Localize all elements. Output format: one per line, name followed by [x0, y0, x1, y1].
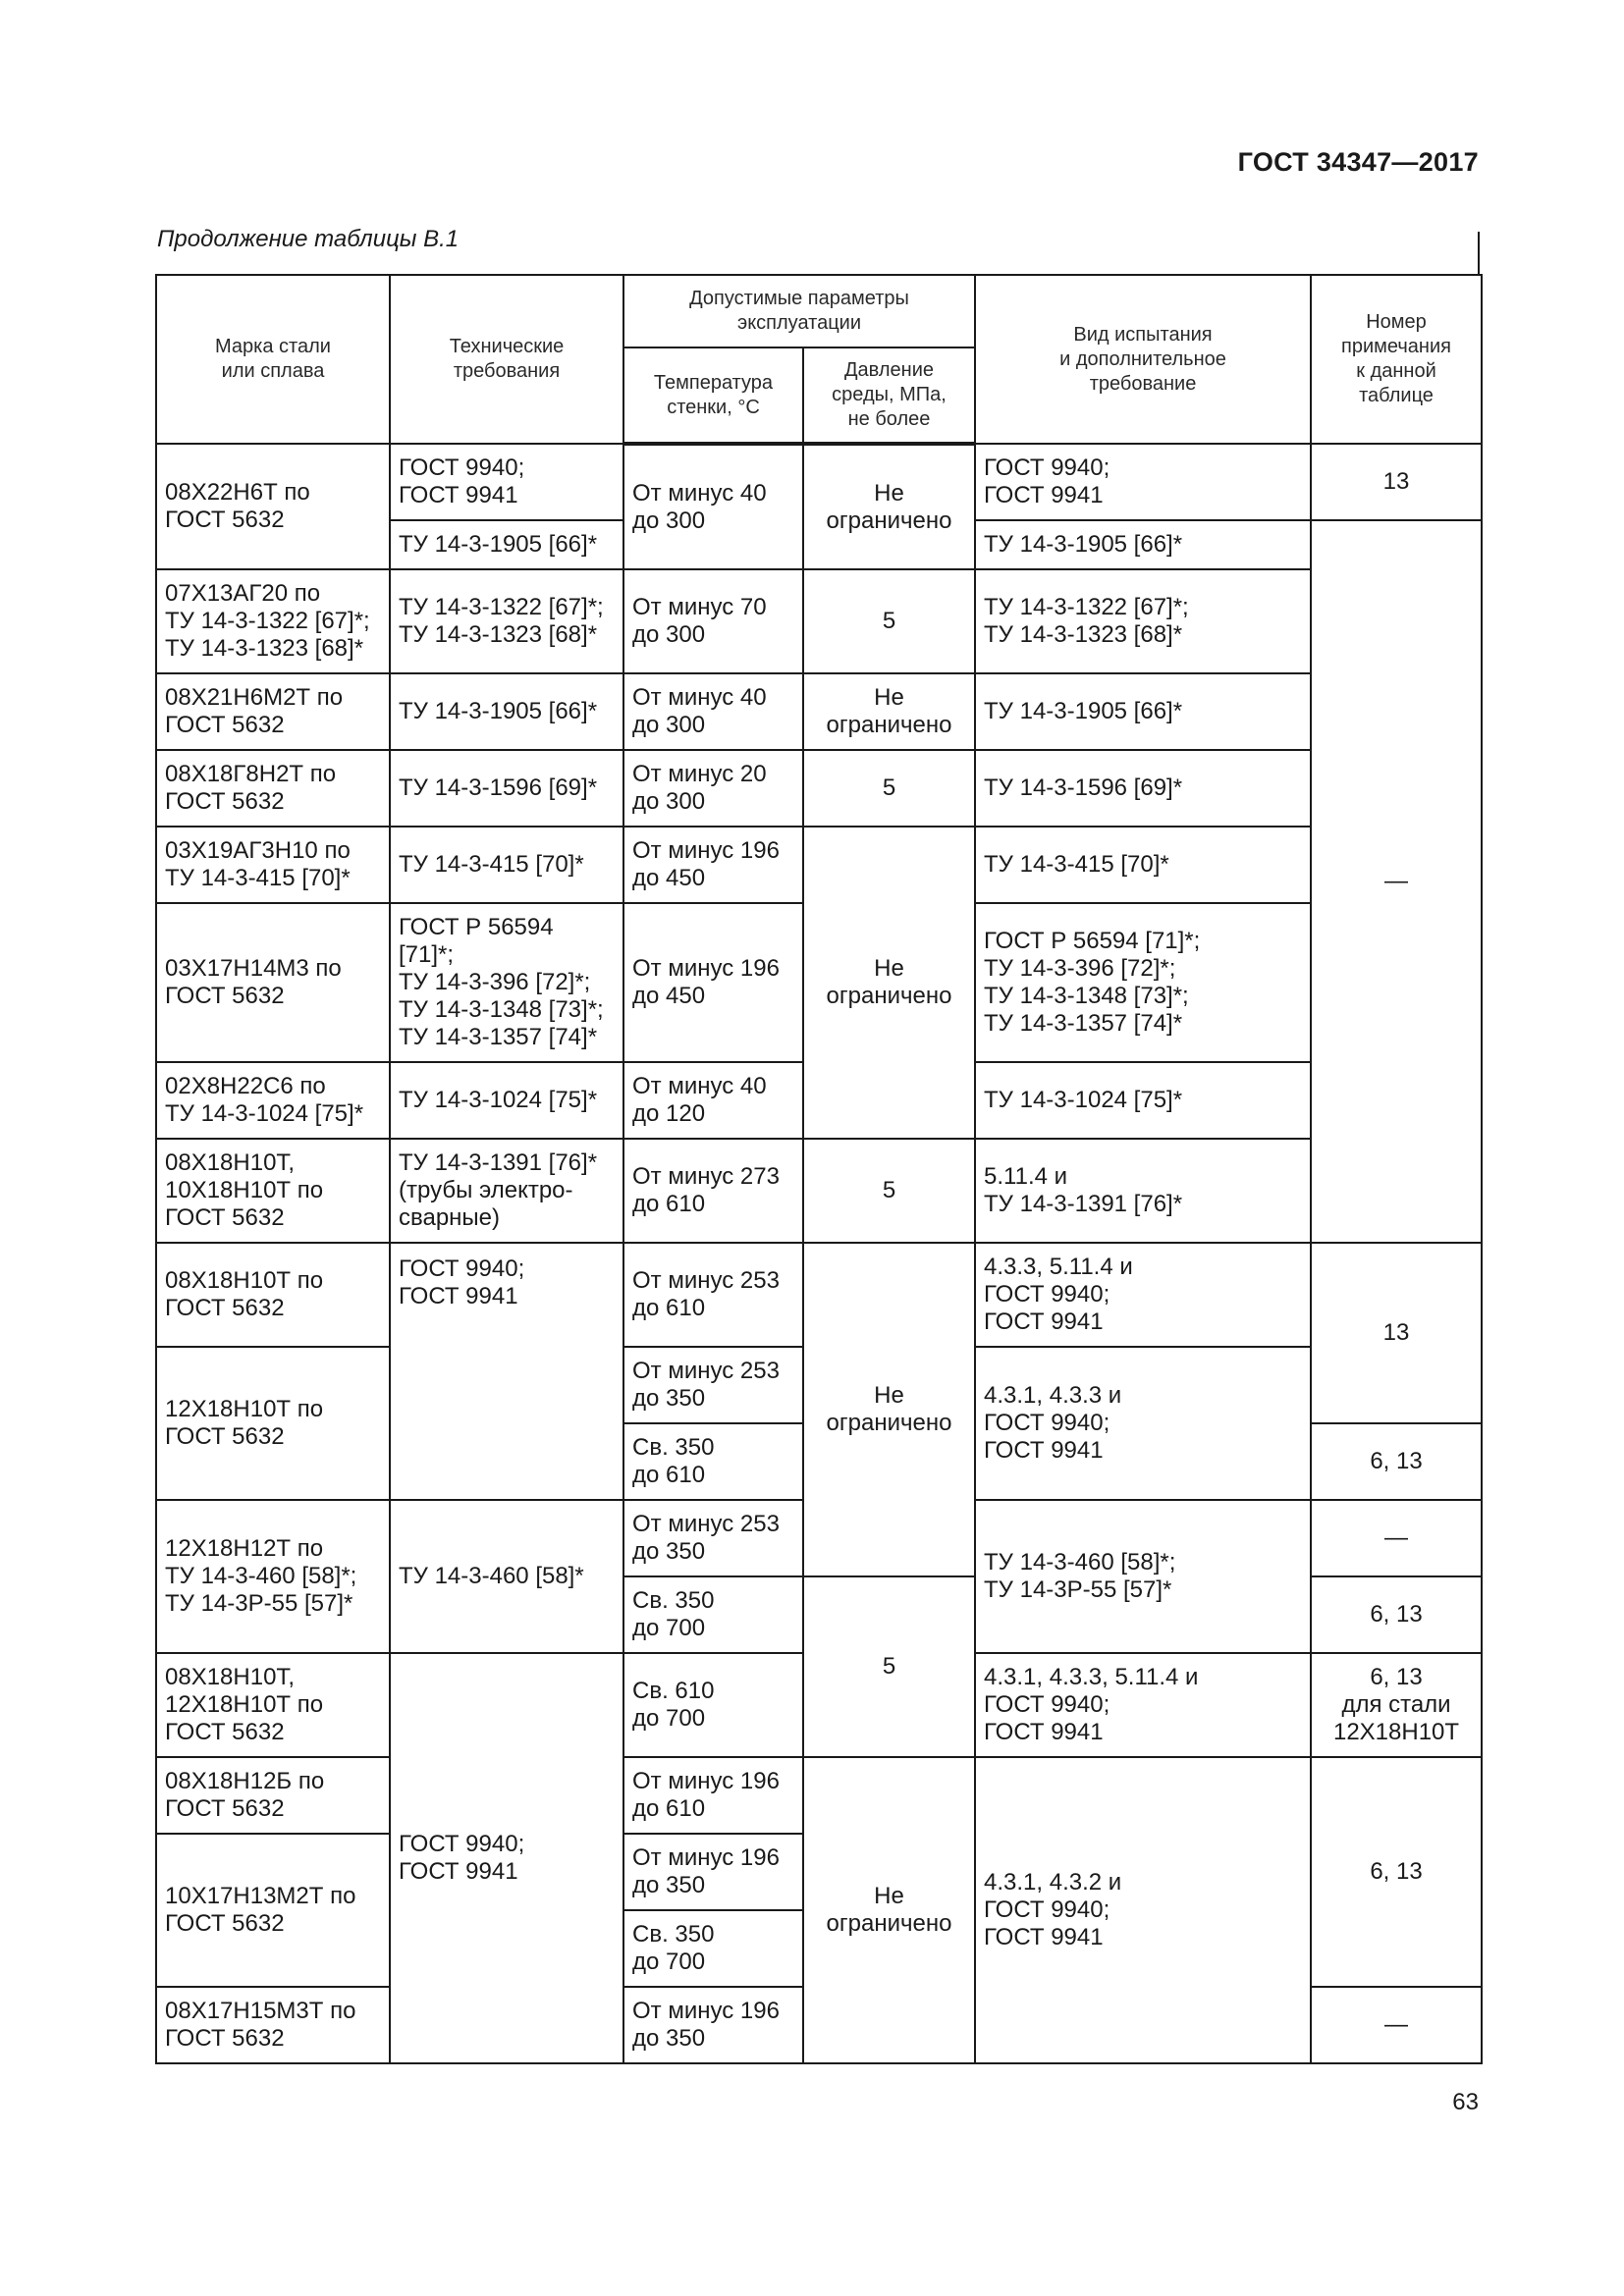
note-number-cell: — [1311, 1987, 1482, 2063]
grade-cell: 03Х19АГ3Н10 по ТУ 14-3-415 [70]* [156, 827, 390, 903]
test-type-cell: ГОСТ 9940; ГОСТ 9941 [975, 444, 1311, 520]
grade-cell: 08Х22Н6Т по ГОСТ 5632 [156, 444, 390, 569]
temperature-cell: От минус 20 до 300 [623, 750, 803, 827]
grade-cell: 12Х18Н12Т по ТУ 14-3-460 [58]*; ТУ 14-3Р-55 [57]* [156, 1500, 390, 1653]
grade-cell: 08Х17Н15М3Т по ГОСТ 5632 [156, 1987, 390, 2063]
pressure-cell: Не ограничено [803, 673, 975, 750]
note-number-cell: — [1311, 1500, 1482, 1576]
table-row [156, 1243, 1482, 1347]
temperature-cell: Св. 610 до 700 [623, 1653, 803, 1757]
table-row [156, 750, 1482, 827]
temperature-cell: Св. 350 до 610 [623, 1423, 803, 1500]
grade-cell: 08Х21Н6М2Т по ГОСТ 5632 [156, 673, 390, 750]
pressure-cell: 5 [803, 1576, 975, 1757]
table-row [156, 1757, 1482, 1834]
table-row [156, 569, 1482, 673]
grade-cell: 08Х18Г8Н2Т по ГОСТ 5632 [156, 750, 390, 827]
temperature-cell: От минус 253 до 610 [623, 1243, 803, 1347]
temperature-cell: Св. 350 до 700 [623, 1576, 803, 1653]
temperature-cell: От минус 196 до 610 [623, 1757, 803, 1834]
pressure-cell: Не ограничено [803, 827, 975, 1139]
pressure-cell: 5 [803, 750, 975, 827]
grade-cell: 10Х17Н13М2Т по ГОСТ 5632 [156, 1834, 390, 1987]
temperature-cell: Св. 350 до 700 [623, 1910, 803, 1987]
col-header-grade: Марка стали или сплава [156, 275, 390, 444]
note-number-cell: 6, 13 [1311, 1576, 1482, 1653]
table-row [156, 673, 1482, 750]
pressure-cell: Не ограничено [803, 1243, 975, 1576]
note-number-cell: 13 [1311, 1243, 1482, 1423]
table-continuation-caption: Продолжение таблицы В.1 [157, 226, 460, 252]
tech-requirements-cell: ГОСТ 9940; ГОСТ 9941 [390, 1653, 623, 2063]
tech-requirements-cell: ТУ 14-3-1024 [75]* [390, 1062, 623, 1139]
test-type-cell: 4.3.3, 5.11.4 и ГОСТ 9940; ГОСТ 9941 [975, 1243, 1311, 1347]
temperature-cell: От минус 40 до 300 [623, 673, 803, 750]
tech-requirements-cell: ГОСТ 9940; ГОСТ 9941 [390, 444, 623, 520]
temperature-cell: От минус 196 до 450 [623, 827, 803, 903]
temperature-cell: От минус 70 до 300 [623, 569, 803, 673]
table-row [156, 1139, 1482, 1243]
temperature-cell: От минус 196 до 350 [623, 1987, 803, 2063]
pressure-cell: Не ограничено [803, 444, 975, 569]
col-header-test-type: Вид испытания и дополнительное требование [975, 275, 1311, 444]
test-type-cell: 4.3.1, 4.3.2 и ГОСТ 9940; ГОСТ 9941 [975, 1757, 1311, 2063]
table-row [156, 827, 1482, 903]
tech-requirements-cell: ГОСТ 9940; ГОСТ 9941 [390, 1243, 623, 1500]
tech-requirements-cell: ГОСТ Р 56594 [71]*; ТУ 14-3-396 [72]*; ТУ 14-3-1348 [73]*; ТУ 14-3-1357 [74]* [390, 903, 623, 1062]
page-number: 63 [1452, 2089, 1479, 2115]
col-header-wall-temp: Температура стенки, °С [623, 347, 803, 444]
test-type-cell: ТУ 14-3-1322 [67]*; ТУ 14-3-1323 [68]* [975, 569, 1311, 673]
test-type-cell: ТУ 14-3-1024 [75]* [975, 1062, 1311, 1139]
pressure-cell: 5 [803, 569, 975, 673]
test-type-cell: 4.3.1, 4.3.3, 5.11.4 и ГОСТ 9940; ГОСТ 9941 [975, 1653, 1311, 1757]
grade-cell: 12Х18Н10Т по ГОСТ 5632 [156, 1347, 390, 1500]
temperature-cell: От минус 40 до 300 [623, 444, 803, 569]
test-type-cell: ТУ 14-3-460 [58]*; ТУ 14-3Р-55 [57]* [975, 1500, 1311, 1653]
note-number-cell: 13 [1311, 444, 1482, 520]
test-type-cell: ТУ 14-3-1905 [66]* [975, 520, 1311, 569]
tech-requirements-cell: ТУ 14-3-1905 [66]* [390, 673, 623, 750]
note-number-cell: 6, 13 для стали 12Х18Н10Т [1311, 1653, 1482, 1757]
temperature-cell: От минус 196 до 450 [623, 903, 803, 1062]
grade-cell: 07Х13АГ20 по ТУ 14-3-1322 [67]*; ТУ 14-3-1323 [68]* [156, 569, 390, 673]
test-type-cell: ГОСТ Р 56594 [71]*; ТУ 14-3-396 [72]*; ТУ 14-3-1348 [73]*; ТУ 14-3-1357 [74]* [975, 903, 1311, 1062]
table-header-row [156, 275, 1482, 347]
grade-cell: 03Х17Н14М3 по ГОСТ 5632 [156, 903, 390, 1062]
temperature-cell: От минус 273 до 610 [623, 1139, 803, 1243]
note-number-cell: 6, 13 [1311, 1423, 1482, 1500]
grade-cell: 08Х18Н10Т, 10Х18Н10Т по ГОСТ 5632 [156, 1139, 390, 1243]
col-header-tech-requirements: Технические требования [390, 275, 623, 444]
tech-requirements-cell: ТУ 14-3-415 [70]* [390, 827, 623, 903]
col-header-note-number: Номер примечания к данной таблице [1311, 275, 1482, 444]
note-number-cell: 6, 13 [1311, 1757, 1482, 1987]
col-header-operating-params: Допустимые параметры эксплуатации [623, 275, 975, 347]
tech-requirements-cell: ТУ 14-3-1391 [76]* (трубы электро- сварные) [390, 1139, 623, 1243]
pressure-cell: Не ограничено [803, 1757, 975, 2063]
grade-cell: 08Х18Н12Б по ГОСТ 5632 [156, 1757, 390, 1834]
test-type-cell: 4.3.1, 4.3.3 и ГОСТ 9940; ГОСТ 9941 [975, 1347, 1311, 1500]
note-number-cell: — [1311, 520, 1482, 1243]
grade-cell: 08Х18Н10Т по ГОСТ 5632 [156, 1243, 390, 1347]
tech-requirements-cell: ТУ 14-3-460 [58]* [390, 1500, 623, 1653]
tech-requirements-cell: ТУ 14-3-1596 [69]* [390, 750, 623, 827]
table-row [156, 444, 1482, 520]
test-type-cell: ТУ 14-3-1905 [66]* [975, 673, 1311, 750]
steel-grades-table [155, 274, 1483, 2064]
test-type-cell: ТУ 14-3-1596 [69]* [975, 750, 1311, 827]
test-type-cell: ТУ 14-3-415 [70]* [975, 827, 1311, 903]
temperature-cell: От минус 253 до 350 [623, 1500, 803, 1576]
test-type-cell: 5.11.4 и ТУ 14-3-1391 [76]* [975, 1139, 1311, 1243]
tech-requirements-cell: ТУ 14-3-1322 [67]*; ТУ 14-3-1323 [68]* [390, 569, 623, 673]
temperature-cell: От минус 40 до 120 [623, 1062, 803, 1139]
table-top-rule [1478, 232, 1480, 275]
grade-cell: 02Х8Н22С6 по ТУ 14-3-1024 [75]* [156, 1062, 390, 1139]
pressure-cell: 5 [803, 1139, 975, 1243]
temperature-cell: От минус 196 до 350 [623, 1834, 803, 1910]
tech-requirements-cell: ТУ 14-3-1905 [66]* [390, 520, 623, 569]
grade-cell: 08Х18Н10Т, 12Х18Н10Т по ГОСТ 5632 [156, 1653, 390, 1757]
col-header-pressure: Давление среды, МПа, не более [803, 347, 975, 444]
document-standard-code: ГОСТ 34347—2017 [1237, 147, 1479, 177]
temperature-cell: От минус 253 до 350 [623, 1347, 803, 1423]
